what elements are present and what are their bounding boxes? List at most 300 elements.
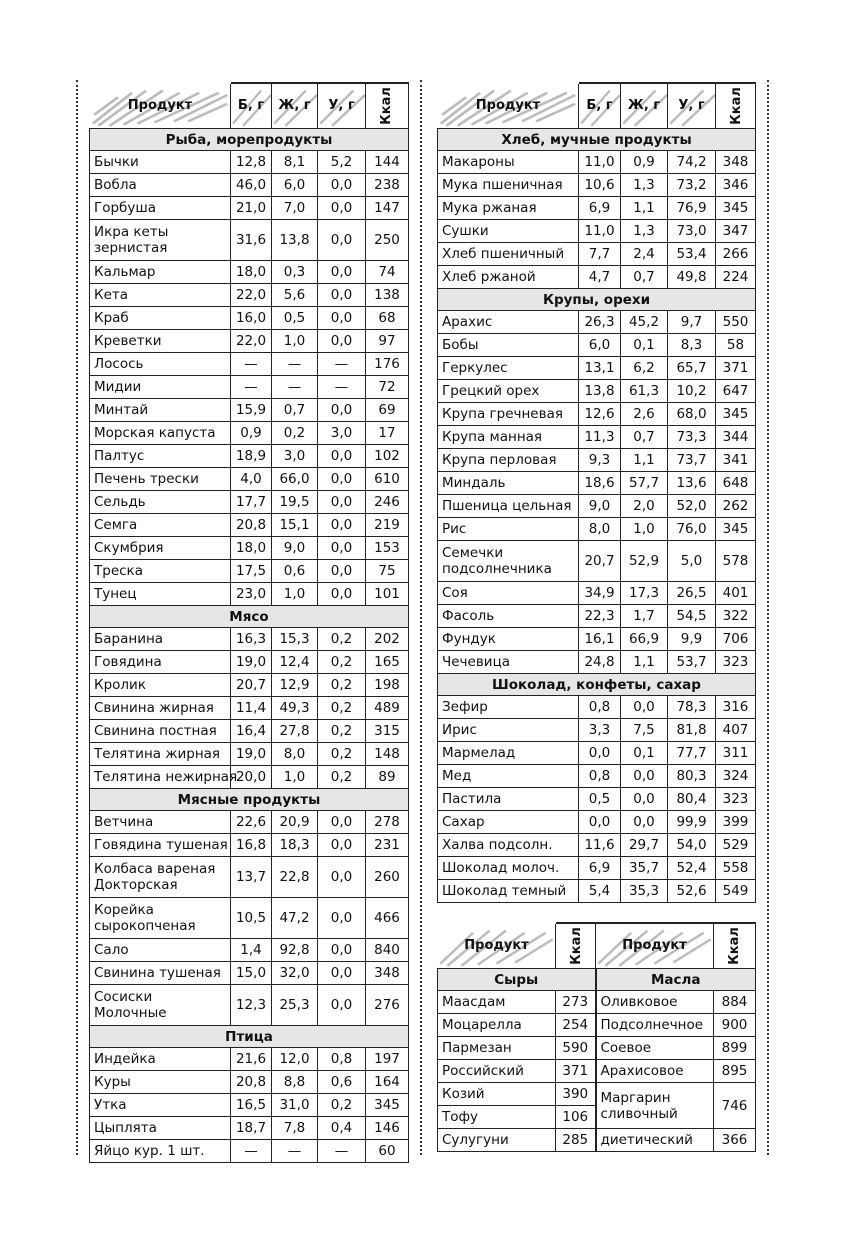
header-protein: Б, г xyxy=(231,83,272,129)
carbs-value: 9,7 xyxy=(668,311,716,334)
section-row xyxy=(438,969,756,991)
oil-kcal: 746 xyxy=(714,1083,756,1129)
kcal-value: 89 xyxy=(366,766,409,789)
product-name: Печень трески xyxy=(90,468,231,491)
fat-value: 47,2 xyxy=(272,898,318,939)
fat-value: 32,0 xyxy=(272,962,318,985)
header-product: Продукт xyxy=(90,83,231,129)
kcal-value: 197 xyxy=(366,1048,409,1071)
protein-value: 6,0 xyxy=(579,334,621,357)
table-row xyxy=(438,357,756,380)
header-carbs: У, г xyxy=(318,83,366,129)
kcal-value: 231 xyxy=(366,834,409,857)
product-name: Утка xyxy=(90,1094,231,1117)
header-product: Продукт xyxy=(438,83,579,129)
carbs-value: 0,0 xyxy=(318,560,366,583)
table-row xyxy=(438,334,756,357)
table-row xyxy=(90,468,409,491)
cheese-name: Сулугуни xyxy=(438,1129,556,1152)
kcal-value: 550 xyxy=(716,311,756,334)
fat-value: 8,8 xyxy=(272,1071,318,1094)
product-name: Горбуша xyxy=(90,197,231,220)
product-name: Сахар xyxy=(438,811,579,834)
product-name: Пшеница цельная xyxy=(438,495,579,518)
kcal-value: 102 xyxy=(366,445,409,468)
product-name: Яйцо кур. 1 шт. xyxy=(90,1140,231,1163)
table-row xyxy=(90,491,409,514)
kcal-value: 165 xyxy=(366,651,409,674)
carbs-value: 54,0 xyxy=(668,834,716,857)
cheese-name: Козий xyxy=(438,1083,556,1106)
product-name: Креветки xyxy=(90,330,231,353)
table-row xyxy=(438,197,756,220)
fat-value: 9,0 xyxy=(272,537,318,560)
table-row xyxy=(90,674,409,697)
kcal-value: 101 xyxy=(366,583,409,606)
protein-value: 16,8 xyxy=(231,834,272,857)
table-row xyxy=(90,628,409,651)
fat-value: 8,0 xyxy=(272,743,318,766)
fat-value: 35,3 xyxy=(621,880,668,903)
carbs-value: 0,4 xyxy=(318,1117,366,1140)
header-kcal: Ккал xyxy=(716,83,756,129)
carbs-value: 73,3 xyxy=(668,426,716,449)
fat-value: 66,9 xyxy=(621,628,668,651)
carbs-value: 0,0 xyxy=(318,962,366,985)
protein-value: 11,0 xyxy=(579,151,621,174)
carbs-value: 65,7 xyxy=(668,357,716,380)
fat-value: 31,0 xyxy=(272,1094,318,1117)
protein-value: 18,0 xyxy=(231,537,272,560)
fat-value: 1,0 xyxy=(272,330,318,353)
dotted-margin-right xyxy=(767,80,769,1155)
protein-value: 13,8 xyxy=(579,380,621,403)
protein-value: 11,0 xyxy=(579,220,621,243)
header-fat: Ж, г xyxy=(621,83,668,129)
header-protein: Б, г xyxy=(579,83,621,129)
kcal-value: 262 xyxy=(716,495,756,518)
kcal-value: 489 xyxy=(366,697,409,720)
table-row xyxy=(90,1048,409,1071)
carbs-value: 0,2 xyxy=(318,743,366,766)
carbs-value: 49,8 xyxy=(668,266,716,289)
table-row xyxy=(90,834,409,857)
fat-value: 29,7 xyxy=(621,834,668,857)
protein-value: 8,0 xyxy=(579,518,621,541)
oil-name: Арахисовое xyxy=(596,1060,714,1083)
carbs-value: 52,6 xyxy=(668,880,716,903)
fat-value: 1,1 xyxy=(621,197,668,220)
fat-value: 7,8 xyxy=(272,1117,318,1140)
kcal-value: 345 xyxy=(716,403,756,426)
fat-value: 0,7 xyxy=(272,399,318,422)
table-row xyxy=(438,151,756,174)
fat-value: 35,7 xyxy=(621,857,668,880)
product-name: Фасоль xyxy=(438,605,579,628)
protein-value: 17,7 xyxy=(231,491,272,514)
table-row xyxy=(90,651,409,674)
protein-value: 20,7 xyxy=(231,674,272,697)
kcal-value: 153 xyxy=(366,537,409,560)
cheese-name: Пармезан xyxy=(438,1037,556,1060)
kcal-value: 315 xyxy=(366,720,409,743)
table-row xyxy=(438,719,756,742)
carbs-value: 0,0 xyxy=(318,220,366,261)
table-row xyxy=(90,197,409,220)
protein-value: 7,7 xyxy=(579,243,621,266)
fat-value: 1,1 xyxy=(621,651,668,674)
kcal-value: 219 xyxy=(366,514,409,537)
product-name: Соя xyxy=(438,582,579,605)
kcal-value: 278 xyxy=(366,811,409,834)
carbs-value: 78,3 xyxy=(668,696,716,719)
oil-kcal: 366 xyxy=(714,1129,756,1152)
fat-value: 0,5 xyxy=(272,307,318,330)
table-row xyxy=(438,696,756,719)
carbs-value: 73,2 xyxy=(668,174,716,197)
product-name: Сушки xyxy=(438,220,579,243)
header-kcal-cheese: Ккал xyxy=(556,923,596,969)
kcal-value: 401 xyxy=(716,582,756,605)
fat-value: 1,3 xyxy=(621,174,668,197)
table-row xyxy=(438,403,756,426)
product-name: Свинина жирная xyxy=(90,697,231,720)
fat-value: 2,4 xyxy=(621,243,668,266)
table-row xyxy=(90,1140,409,1163)
protein-value: 12,8 xyxy=(231,151,272,174)
product-name: Мука пшеничная xyxy=(438,174,579,197)
cheese-kcal: 273 xyxy=(556,991,596,1014)
carbs-value: 77,7 xyxy=(668,742,716,765)
dotted-margin-center xyxy=(420,80,422,1155)
product-name: Мука ржаная xyxy=(438,197,579,220)
table-row xyxy=(90,560,409,583)
carbs-value: 74,2 xyxy=(668,151,716,174)
oil-name: Подсолнечное xyxy=(596,1014,714,1037)
header-kcal: Ккал xyxy=(366,83,409,129)
carbs-value: 99,9 xyxy=(668,811,716,834)
cheese-name: Моцарелла xyxy=(438,1014,556,1037)
fat-value: 17,3 xyxy=(621,582,668,605)
carbs-value: 53,4 xyxy=(668,243,716,266)
protein-value: 18,0 xyxy=(231,261,272,284)
left-table-body xyxy=(90,129,409,1163)
carbs-value: 0,0 xyxy=(318,985,366,1026)
table-row xyxy=(90,261,409,284)
product-name: Корейка сырокопченая xyxy=(90,898,231,939)
fat-value: 1,7 xyxy=(621,605,668,628)
kcal-value: 399 xyxy=(716,811,756,834)
header-fat: Ж, г xyxy=(272,83,318,129)
kcal-value: 324 xyxy=(716,765,756,788)
protein-value: 10,5 xyxy=(231,898,272,939)
fat-value: 2,6 xyxy=(621,403,668,426)
fat-value: 1,0 xyxy=(272,583,318,606)
product-name: Индейка xyxy=(90,1048,231,1071)
fat-value: 0,1 xyxy=(621,742,668,765)
carbs-value: 76,9 xyxy=(668,197,716,220)
kcal-value: 148 xyxy=(366,743,409,766)
cheese-name: Маасдам xyxy=(438,991,556,1014)
kcal-value: 198 xyxy=(366,674,409,697)
carbs-value: 0,6 xyxy=(318,1071,366,1094)
kcal-value: 75 xyxy=(366,560,409,583)
table-row xyxy=(438,991,756,1014)
table-row xyxy=(438,834,756,857)
cheese-name: Тофу xyxy=(438,1106,556,1129)
carbs-value: 68,0 xyxy=(668,403,716,426)
fat-value: 12,0 xyxy=(272,1048,318,1071)
protein-value: 26,3 xyxy=(579,311,621,334)
fat-value: 0,9 xyxy=(621,151,668,174)
right-table-body xyxy=(438,129,756,903)
product-name: Кролик xyxy=(90,674,231,697)
table-row xyxy=(90,307,409,330)
protein-value: 23,0 xyxy=(231,583,272,606)
product-name: Рис xyxy=(438,518,579,541)
carbs-value: — xyxy=(318,353,366,376)
section-title: Крупы, орехи xyxy=(438,289,756,311)
fat-value: 0,3 xyxy=(272,261,318,284)
product-name: Минтай xyxy=(90,399,231,422)
carbs-value: 0,2 xyxy=(318,651,366,674)
kcal-value: 466 xyxy=(366,898,409,939)
product-name: Мармелад xyxy=(438,742,579,765)
kcal-value: 346 xyxy=(716,174,756,197)
protein-value: 22,0 xyxy=(231,330,272,353)
section-row xyxy=(438,674,756,696)
product-name: Скумбрия xyxy=(90,537,231,560)
section-title: Мясные продукты xyxy=(90,789,409,811)
section-title: Рыба, морепродукты xyxy=(90,129,409,151)
table-header-row xyxy=(438,83,756,129)
protein-value: 20,7 xyxy=(579,541,621,582)
protein-value: 20,0 xyxy=(231,766,272,789)
carbs-value: 3,0 xyxy=(318,422,366,445)
fat-value: 19,5 xyxy=(272,491,318,514)
protein-value: 6,9 xyxy=(579,197,621,220)
protein-value: 12,6 xyxy=(579,403,621,426)
header-kcal-oils: Ккал xyxy=(714,923,756,969)
kcal-value: 345 xyxy=(716,197,756,220)
carbs-value: 80,3 xyxy=(668,765,716,788)
header-product-cheese: Продукт xyxy=(438,923,556,969)
carbs-value: 0,0 xyxy=(318,445,366,468)
table-row xyxy=(90,720,409,743)
table-row xyxy=(438,266,756,289)
table-row xyxy=(90,422,409,445)
protein-value: 0,0 xyxy=(579,811,621,834)
fat-value: 15,3 xyxy=(272,628,318,651)
table-row xyxy=(438,495,756,518)
carbs-value: 0,0 xyxy=(318,514,366,537)
kcal-value: 323 xyxy=(716,788,756,811)
section-title-oils: Масла xyxy=(596,969,756,991)
fat-value: 0,2 xyxy=(272,422,318,445)
protein-value: 11,6 xyxy=(579,834,621,857)
product-name: Кальмар xyxy=(90,261,231,284)
carbs-value: 5,0 xyxy=(668,541,716,582)
product-name: Мидии xyxy=(90,376,231,399)
carbs-value: 5,2 xyxy=(318,151,366,174)
fat-value: 13,8 xyxy=(272,220,318,261)
carbs-value: 0,0 xyxy=(318,491,366,514)
protein-value: 16,1 xyxy=(579,628,621,651)
protein-value: 4,7 xyxy=(579,266,621,289)
protein-value: — xyxy=(231,376,272,399)
product-name: Морская капуста xyxy=(90,422,231,445)
carbs-value: 0,0 xyxy=(318,468,366,491)
table-row xyxy=(438,1129,756,1152)
protein-value: 0,8 xyxy=(579,765,621,788)
product-name: Свинина постная xyxy=(90,720,231,743)
carbs-value: 8,3 xyxy=(668,334,716,357)
protein-value: 18,7 xyxy=(231,1117,272,1140)
protein-value: 22,0 xyxy=(231,284,272,307)
carbs-value: 26,5 xyxy=(668,582,716,605)
kcal-value: 706 xyxy=(716,628,756,651)
carbs-value: 0,2 xyxy=(318,720,366,743)
kcal-value: 648 xyxy=(716,472,756,495)
protein-value: — xyxy=(231,1140,272,1163)
product-name: Сосиски Молочные xyxy=(90,985,231,1026)
fat-value: 1,0 xyxy=(621,518,668,541)
carbs-value: 0,0 xyxy=(318,537,366,560)
fat-value: 7,0 xyxy=(272,197,318,220)
product-name: Грецкий орех xyxy=(438,380,579,403)
product-name: Колбаса вареная Докторская xyxy=(90,857,231,898)
kcal-value: 840 xyxy=(366,939,409,962)
table-row xyxy=(90,151,409,174)
protein-value: 4,0 xyxy=(231,468,272,491)
product-name: Свинина тушеная xyxy=(90,962,231,985)
protein-value: 34,9 xyxy=(579,582,621,605)
table-row xyxy=(438,243,756,266)
fat-value: 22,8 xyxy=(272,857,318,898)
cheese-oils-table xyxy=(437,922,756,1152)
protein-value: 18,9 xyxy=(231,445,272,468)
table-header-row xyxy=(90,83,409,129)
table-row xyxy=(90,583,409,606)
carbs-value: 54,5 xyxy=(668,605,716,628)
carbs-value: 0,0 xyxy=(318,583,366,606)
fat-value: 0,7 xyxy=(621,266,668,289)
table-row xyxy=(90,330,409,353)
table-row xyxy=(90,284,409,307)
table-header-row xyxy=(438,923,756,969)
table-row xyxy=(90,174,409,197)
product-name: Макароны xyxy=(438,151,579,174)
left-nutrition-table xyxy=(89,82,409,1163)
fat-value: 0,6 xyxy=(272,560,318,583)
product-name: Ирис xyxy=(438,719,579,742)
header-carbs: У, г xyxy=(668,83,716,129)
table-row xyxy=(90,697,409,720)
product-name: Икра кеты зернистая xyxy=(90,220,231,261)
protein-value: 21,0 xyxy=(231,197,272,220)
table-row xyxy=(438,628,756,651)
fat-value: 12,4 xyxy=(272,651,318,674)
fat-value: — xyxy=(272,1140,318,1163)
carbs-value: 9,9 xyxy=(668,628,716,651)
section-title: Птица xyxy=(90,1026,409,1048)
table-row xyxy=(438,857,756,880)
fat-value: 0,0 xyxy=(621,811,668,834)
protein-value: 20,8 xyxy=(231,1071,272,1094)
kcal-value: 316 xyxy=(716,696,756,719)
carbs-value: 0,2 xyxy=(318,766,366,789)
table-row xyxy=(438,1083,756,1106)
kcal-value: 322 xyxy=(716,605,756,628)
protein-value: 21,6 xyxy=(231,1048,272,1071)
cheese-kcal: 590 xyxy=(556,1037,596,1060)
product-name: Сало xyxy=(90,939,231,962)
carbs-value: 0,0 xyxy=(318,857,366,898)
fat-value: 0,7 xyxy=(621,426,668,449)
kcal-value: 74 xyxy=(366,261,409,284)
table-row xyxy=(90,985,409,1026)
product-name: Крупа гречневая xyxy=(438,403,579,426)
cheese-name: Российский xyxy=(438,1060,556,1083)
protein-value: 0,0 xyxy=(579,742,621,765)
protein-value: 0,8 xyxy=(579,696,621,719)
kcal-value: 144 xyxy=(366,151,409,174)
table-row xyxy=(438,880,756,903)
fat-value: 1,3 xyxy=(621,220,668,243)
kcal-value: 58 xyxy=(716,334,756,357)
product-name: Пастила xyxy=(438,788,579,811)
section-row xyxy=(90,129,409,151)
table-row xyxy=(90,220,409,261)
fat-value: 7,5 xyxy=(621,719,668,742)
carbs-value: 76,0 xyxy=(668,518,716,541)
product-name: Говядина тушеная xyxy=(90,834,231,857)
carbs-value: 0,2 xyxy=(318,1094,366,1117)
product-name: Говядина xyxy=(90,651,231,674)
protein-value: — xyxy=(231,353,272,376)
protein-value: 24,8 xyxy=(579,651,621,674)
table-row xyxy=(90,939,409,962)
kcal-value: 260 xyxy=(366,857,409,898)
protein-value: 0,5 xyxy=(579,788,621,811)
kcal-value: 344 xyxy=(716,426,756,449)
protein-value: 15,9 xyxy=(231,399,272,422)
fat-value: 0,0 xyxy=(621,765,668,788)
carbs-value: 81,8 xyxy=(668,719,716,742)
product-name: Арахис xyxy=(438,311,579,334)
table-row xyxy=(438,742,756,765)
fat-value: 8,1 xyxy=(272,151,318,174)
protein-value: 13,1 xyxy=(579,357,621,380)
fat-value: 52,9 xyxy=(621,541,668,582)
carbs-value: 0,0 xyxy=(318,834,366,857)
kcal-value: 371 xyxy=(716,357,756,380)
oil-name: Соевое xyxy=(596,1037,714,1060)
protein-value: 5,4 xyxy=(579,880,621,903)
kcal-value: 202 xyxy=(366,628,409,651)
protein-value: 12,3 xyxy=(231,985,272,1026)
fat-value: 0,0 xyxy=(621,788,668,811)
table-row xyxy=(438,541,756,582)
section-row xyxy=(90,606,409,628)
table-row xyxy=(90,1117,409,1140)
table-row xyxy=(90,1094,409,1117)
kcal-value: 345 xyxy=(716,518,756,541)
kcal-value: 647 xyxy=(716,380,756,403)
carbs-value: 0,8 xyxy=(318,1048,366,1071)
table-row xyxy=(90,353,409,376)
fat-value: 3,0 xyxy=(272,445,318,468)
